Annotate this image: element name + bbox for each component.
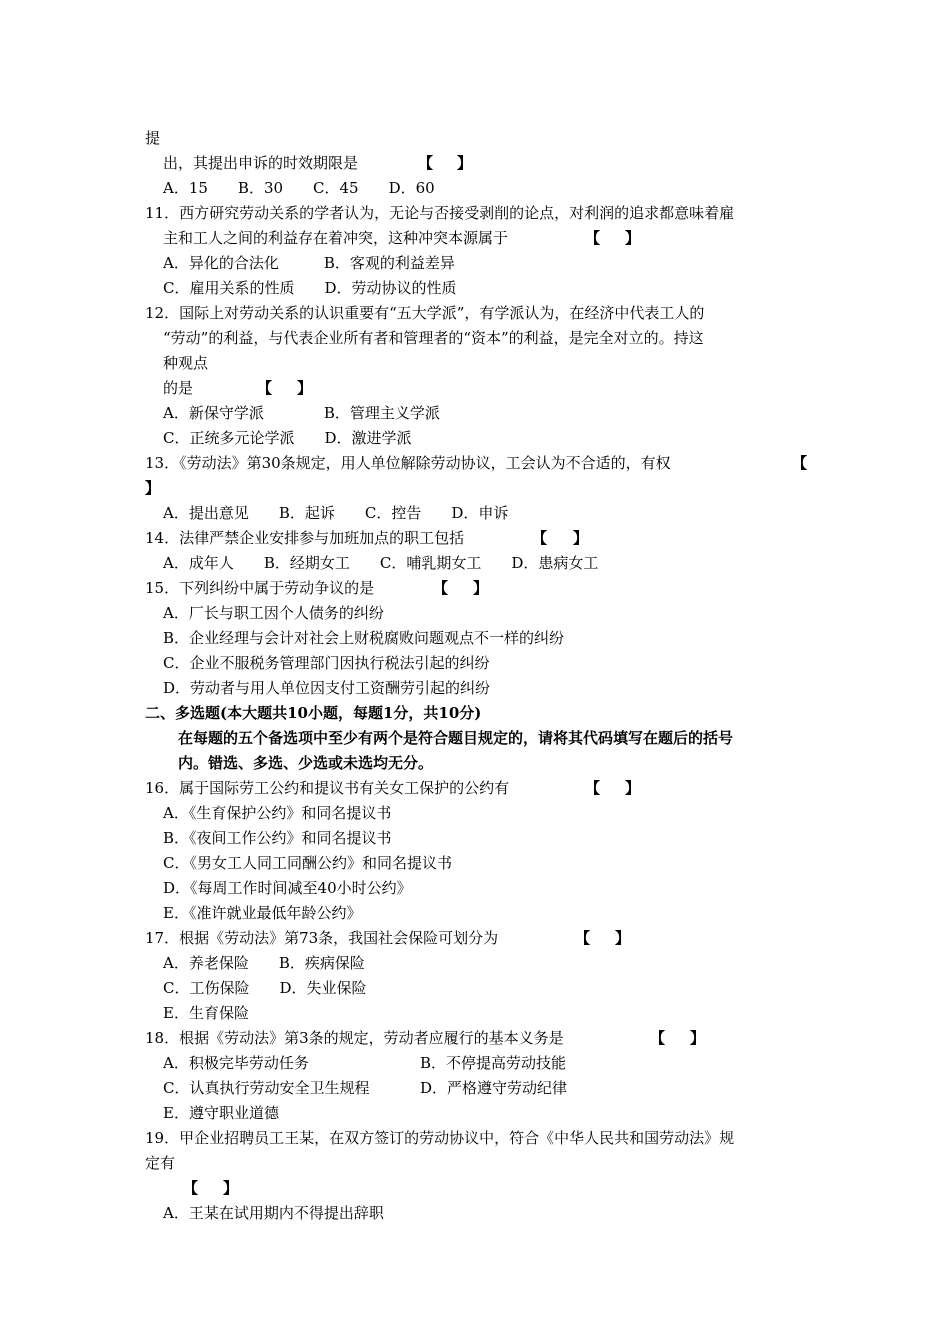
option-line: E．《准许就业最低年龄公约》 <box>163 904 362 922</box>
answer-bracket-close: 】 <box>573 529 589 547</box>
text-line: 出，其提出申诉的时效期限是 <box>163 154 359 172</box>
answer-bracket-open: 【 <box>183 1179 199 1197</box>
question-15-text: 15．下列纠纷中属于劳动争议的是 <box>145 579 375 597</box>
option-line: A．成年人 B．经期女工 C．哺乳期女工 D．患病女工 <box>163 554 599 572</box>
option-line: B．《夜间工作公约》和同名提议书 <box>163 829 392 847</box>
text-line: 提 <box>145 129 161 147</box>
answer-bracket-open: 【 <box>433 579 449 597</box>
option-line: E．生育保险 <box>163 1004 249 1022</box>
question-17-text: 17．根据《劳动法》第73条，我国社会保险可划分为 <box>145 929 499 947</box>
answer-bracket-open: 【 <box>418 154 434 172</box>
option-line: C．雇用关系的性质 D．劳动协议的性质 <box>163 279 457 297</box>
option-line: C．认真执行劳动安全卫生规程 <box>163 1079 370 1097</box>
section-heading: 二、多选题(本大题共10小题，每题1分，共10分) <box>145 704 482 722</box>
answer-bracket-open: 【 <box>585 229 601 247</box>
answer-bracket-close: 】 <box>223 1179 239 1197</box>
option-line: B．企业经理与会计对社会上财税腐败问题观点不一样的纠纷 <box>163 629 565 647</box>
option-line: C．企业不服税务管理部门因执行税法引起的纠纷 <box>163 654 490 672</box>
answer-bracket-open: 【 <box>257 379 273 397</box>
option-line: A．新保守学派 B．管理主义学派 <box>163 404 440 422</box>
option-line: D．严格遵守劳动纪律 <box>420 1079 568 1097</box>
option-line: A．异化的合法化 B．客观的利益差异 <box>163 254 455 272</box>
option-line: A．积极完毕劳动任务 <box>163 1054 309 1072</box>
option-line: C．工伤保险 D．失业保险 <box>163 979 367 997</box>
answer-bracket-close: 】 <box>625 229 641 247</box>
option-line: D．劳动者与用人单位因支付工资酬劳引起的纠纷 <box>163 679 491 697</box>
text-line: 主和工人之间的利益存在着冲突，这种冲突本源属于 <box>163 229 509 247</box>
question-14-text: 14．法律严禁企业安排参与加班加点的职工包括 <box>145 529 465 547</box>
section-instructions: 内。错选、多选、少选或未选均无分。 <box>178 754 434 772</box>
text-line: “劳动”的利益，与代表企业所有者和管理者的“资本”的利益，是完全对立的。持这 <box>163 329 704 347</box>
question-11-text: 11．西方研究劳动关系的学者认为，无论与否接受剥削的论点，对利润的追求都意味着雇 <box>145 204 735 222</box>
option-line: A．王某在试用期内不得提出辞职 <box>163 1204 384 1222</box>
answer-bracket-open: 【 <box>792 454 808 472</box>
answer-bracket-close: 】 <box>297 379 313 397</box>
text-line: 种观点 <box>163 354 209 372</box>
option-line: A．养老保险 B．疾病保险 <box>163 954 365 972</box>
answer-bracket-open: 【 <box>532 529 548 547</box>
answer-bracket-close: 】 <box>690 1029 706 1047</box>
option-line: B．不停提高劳动技能 <box>420 1054 567 1072</box>
answer-bracket-close: 】 <box>615 929 631 947</box>
option-line: A．提出意见 B．起诉 C．控告 D．申诉 <box>163 504 509 522</box>
section-instructions: 在每题的五个备选项中至少有两个是符合题目规定的，请将其代码填写在题后的括号 <box>178 729 734 747</box>
answer-bracket-open: 【 <box>585 779 601 797</box>
text-line: 定有 <box>145 1154 176 1172</box>
question-18-text: 18．根据《劳动法》第3条的规定，劳动者应履行的基本义务是 <box>145 1029 564 1047</box>
answer-bracket-close: 】 <box>473 579 489 597</box>
question-16-text: 16．属于国际劳工公约和提议书有关女工保护的公约有 <box>145 779 510 797</box>
option-line: A．《生育保护公约》和同名提议书 <box>163 804 392 822</box>
answer-bracket-close: 】 <box>625 779 641 797</box>
question-12-text: 12．国际上对劳动关系的认识重要有“五大学派”，有学派认为，在经济中代表工人的 <box>145 304 705 322</box>
option-line: D．《每周工作时间减至40小时公约》 <box>163 879 412 897</box>
answer-bracket-close: 】 <box>457 154 473 172</box>
option-line: E．遵守职业道德 <box>163 1104 279 1122</box>
answer-bracket-open: 【 <box>650 1029 666 1047</box>
answer-bracket-close: 】 <box>145 479 161 497</box>
text-line: A．15 B．30 C．45 D．60 <box>163 179 435 197</box>
question-19-text: 19．甲企业招聘员工王某，在双方签订的劳动协议中，符合《中华人民共和国劳动法》规 <box>145 1129 735 1147</box>
option-line: C．正统多元论学派 D．激进学派 <box>163 429 412 447</box>
text-line: 的是 <box>163 379 194 397</box>
question-13-text: 13．《劳动法》第30条规定，用人单位解除劳动协议，工会认为不合适的，有权 <box>145 454 671 472</box>
option-line: A．厂长与职工因个人债务的纠纷 <box>163 604 384 622</box>
option-line: C．《男女工人同工同酬公约》和同名提议书 <box>163 854 452 872</box>
answer-bracket-open: 【 <box>575 929 591 947</box>
